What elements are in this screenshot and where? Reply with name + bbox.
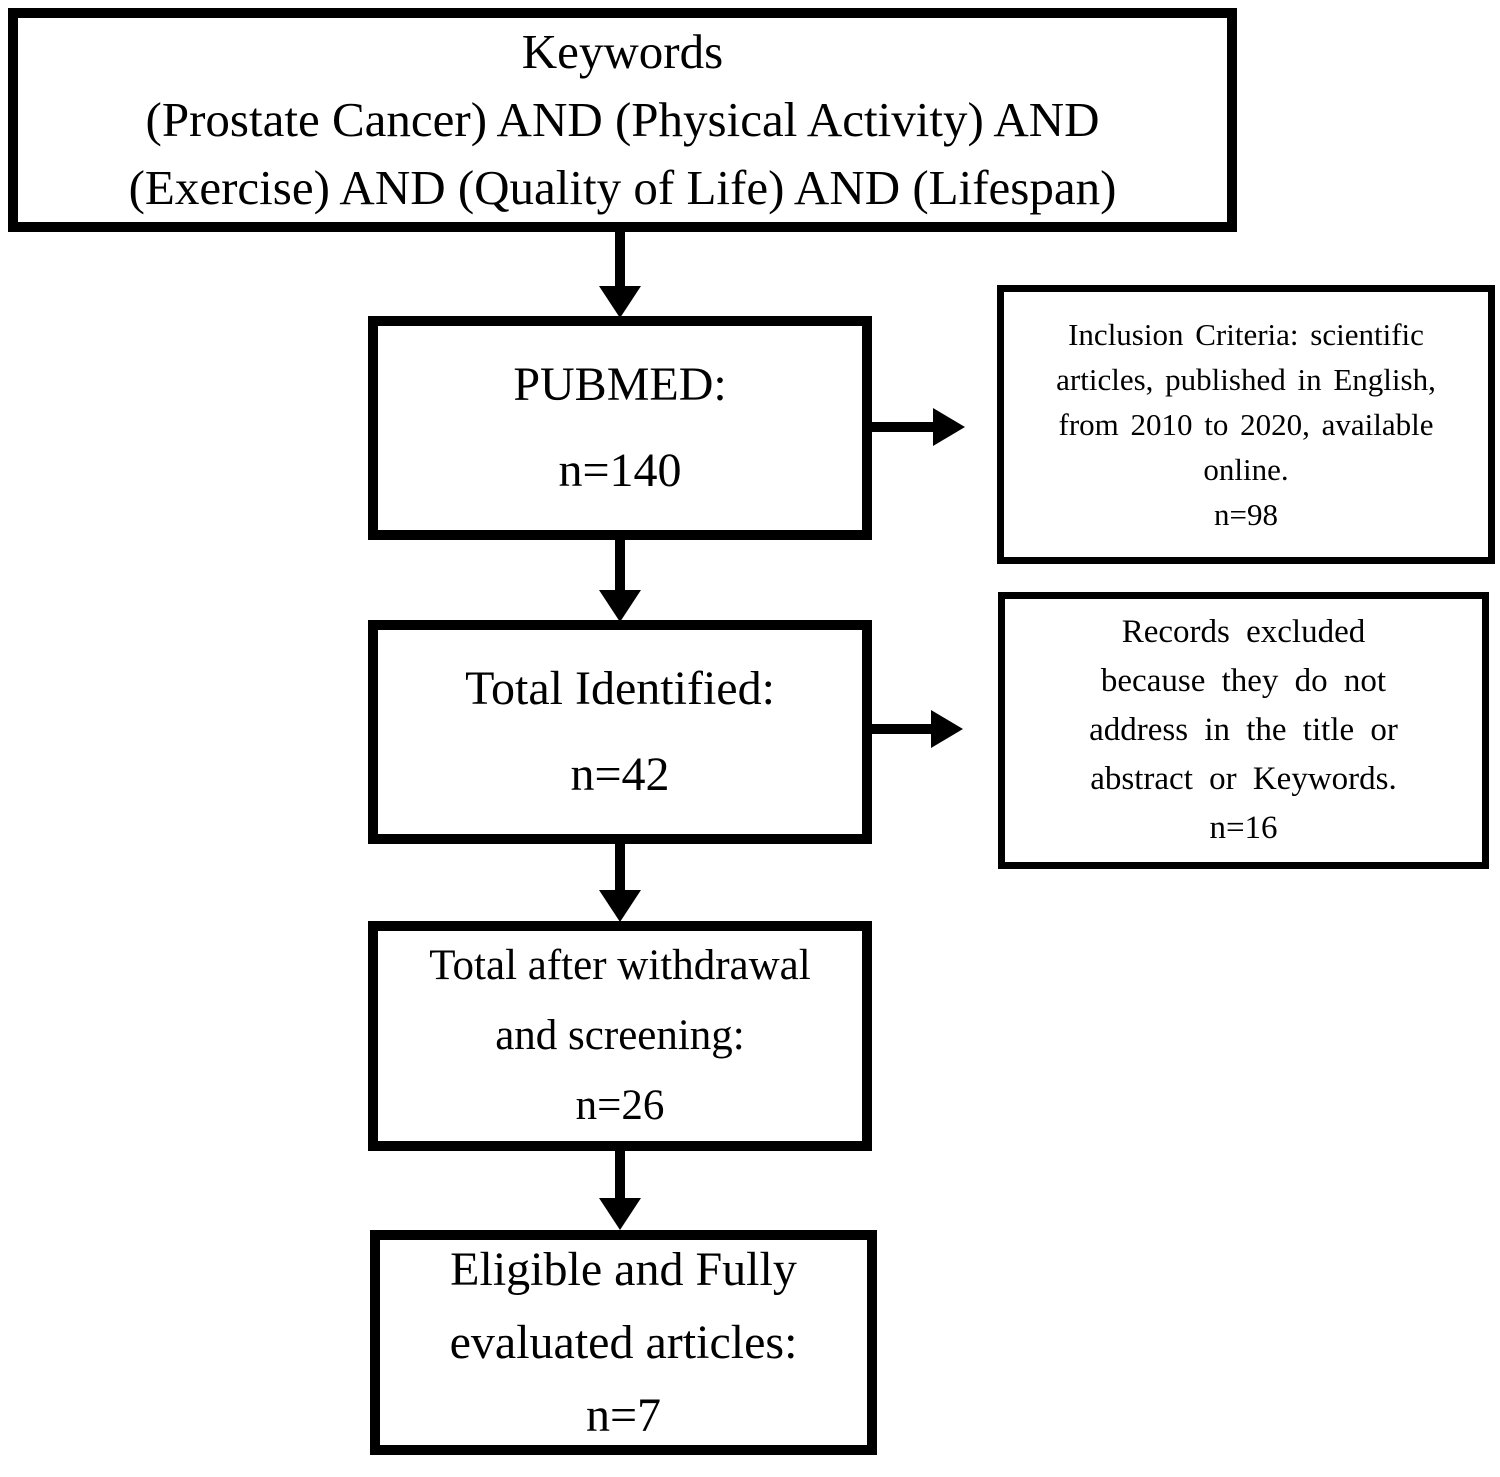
records-excluded-count: n=16 [1209,810,1278,846]
arrow-head-down-icon [599,590,641,622]
arrow-right-pubmed-to-inclusion [870,408,965,446]
arrow-shaft [870,422,935,432]
eligible-line-2: evaluated articles: [449,1316,798,1369]
records-excluded-line-1: Records excluded [1121,614,1366,650]
inclusion-count: n=98 [1214,497,1278,532]
arrow-down-screened-to-eligible [599,1149,641,1230]
inclusion-line-2: articles, published in English, [1056,362,1436,397]
keywords-query-line-2: (Exercise) AND (Quality of Life) AND (Lifespan) [128,160,1117,215]
total-identified-count: n=42 [570,748,670,801]
records-excluded-line-4: abstract or Keywords. [1090,761,1397,797]
keywords-query-line-1: (Prostate Cancer) AND (Physical Activity) AND [145,92,1100,147]
pubmed-count: n=140 [558,444,682,497]
arrow-head-down-icon [599,1198,641,1230]
after-screening-count: n=26 [575,1082,665,1129]
arrow-shaft [615,538,625,592]
records-excluded-box [998,592,1489,869]
arrow-right-identified-to-excluded [864,710,963,748]
arrow-shaft [615,230,625,288]
arrow-head-right-icon [933,408,965,446]
total-identified-box [368,620,872,844]
inclusion-criteria-box [997,285,1495,564]
eligible-articles-box [370,1230,877,1455]
records-excluded-line-3: address in the title or [1089,712,1398,748]
eligible-count: n=7 [585,1389,662,1442]
arrow-down-identified-to-screened [599,841,641,922]
after-screening-line-2: and screening: [495,1012,745,1059]
total-after-screening-box [368,921,872,1151]
arrow-shaft [615,1149,625,1200]
pubmed-label: PUBMED: [513,358,727,411]
inclusion-line-1: Inclusion Criteria: scientific [1068,317,1424,352]
eligible-line-1: Eligible and Fully [450,1243,797,1296]
arrow-shaft [864,724,933,734]
after-screening-line-1: Total after withdrawal [429,942,811,989]
arrow-head-right-icon [931,710,963,748]
arrow-head-down-icon [599,890,641,922]
inclusion-line-3: from 2010 to 2020, available [1058,407,1434,442]
keywords-title: Keywords [521,24,724,79]
arrow-down-pubmed-to-identified [599,538,641,622]
arrow-down-keywords-to-pubmed [599,230,641,318]
total-identified-label: Total Identified: [465,662,775,715]
arrow-head-down-icon [599,286,641,318]
pubmed-box [368,316,872,540]
arrow-shaft [615,841,625,892]
records-excluded-line-2: because they do not [1100,663,1387,699]
keywords-box [8,8,1237,232]
inclusion-line-4: online. [1203,452,1289,487]
